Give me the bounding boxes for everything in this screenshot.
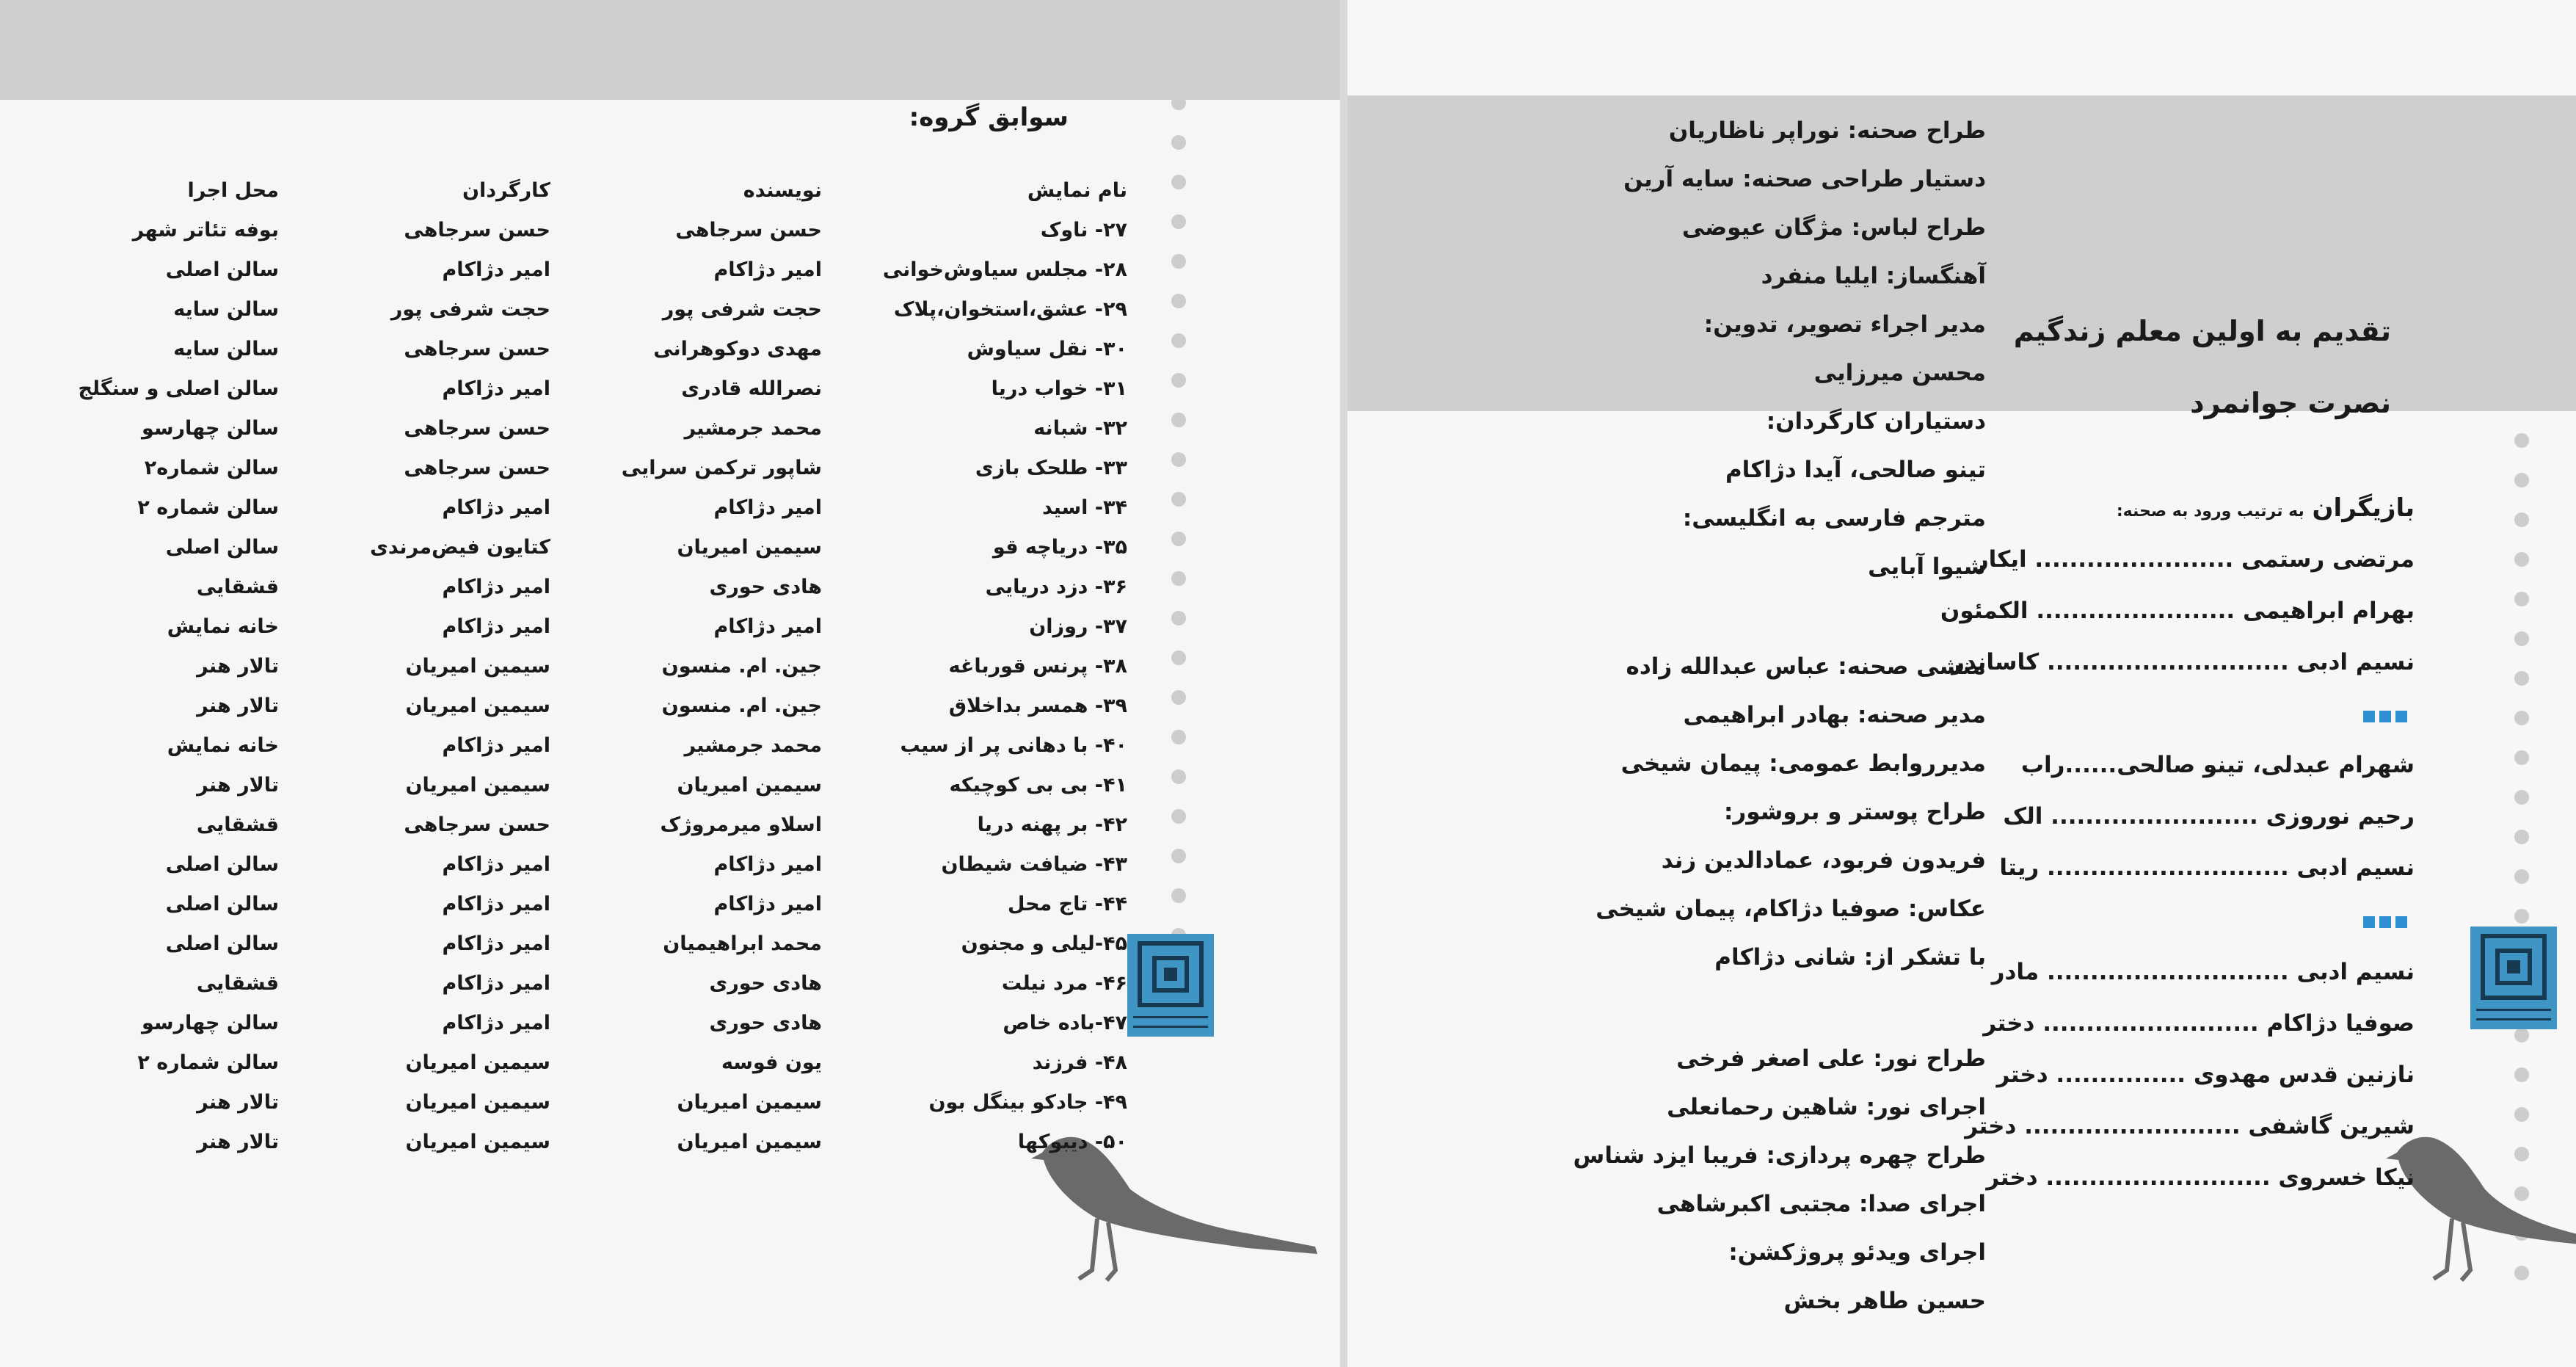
venue: سالن اصلی <box>165 853 279 876</box>
crew-line: دستیار طراحی صحنه: سایه آرین <box>1623 166 1986 192</box>
writer: سیمین امیریان <box>677 536 822 559</box>
table-row <box>0 893 1127 932</box>
cast-line: مرتضی رستمی ....................... ایکار <box>1975 546 2415 573</box>
director: سیمین امیریان <box>405 774 550 797</box>
page-gutter <box>1340 0 1347 1367</box>
writer: هادی حوری <box>709 1012 822 1034</box>
table-row <box>0 298 1127 338</box>
venue: سالن شماره۲ <box>144 457 279 479</box>
table-row <box>0 338 1127 377</box>
venue: قشقایی <box>196 576 279 598</box>
writer: حسن سرجاهی <box>675 219 822 242</box>
table-row <box>0 655 1127 695</box>
crew-line: اجرای نور: شاهین رحمانعلی <box>1667 1094 1986 1120</box>
writer: سیمین امیریان <box>677 1131 822 1153</box>
crew-line: طراح نور: علی اصغر فرخی <box>1676 1045 1986 1072</box>
show-name: ۳۴- اسید <box>1042 496 1127 519</box>
writer: امیر دژاکام <box>713 496 822 519</box>
writer: محمد جرمشیر <box>684 417 822 440</box>
show-name: ۳۰- نقل سیاوش <box>967 338 1127 360</box>
table-header <box>0 179 1127 219</box>
writer: امیر دژاکام <box>713 258 822 281</box>
table-row <box>0 1091 1127 1131</box>
top-grey-band <box>0 0 1340 100</box>
section-title: سوابق گروه: <box>909 103 1069 132</box>
venue: خانه نمایش <box>167 734 279 757</box>
director: حسن سرجاهی <box>404 417 550 440</box>
cast-title: بازیگران <box>2312 493 2415 523</box>
director: امیر دژاکام <box>442 932 550 955</box>
table-row <box>0 1051 1127 1091</box>
venue: تالار هنر <box>197 1131 279 1153</box>
cast-line: نسیم ادبی ............................ کاساندر <box>1951 649 2415 675</box>
right-page <box>1347 0 2576 1367</box>
table-row <box>0 695 1127 734</box>
show-name: ۴۴- تاج محل <box>1008 893 1127 915</box>
table-row <box>0 932 1127 972</box>
director: امیر دژاکام <box>442 972 550 995</box>
venue: سالن اصلی <box>165 258 279 281</box>
writer: حجت شرفی پور <box>662 298 822 321</box>
dedication <box>2014 295 2391 439</box>
crew-line: مدیرروابط عمومی: پیمان شیخی <box>1620 750 1986 777</box>
cast-subtitle: به ترتیب ورود به صحنه: <box>2116 502 2304 521</box>
column-header: کارگردان <box>462 179 550 202</box>
show-name: ۴۰- با دهانی پر از سیب <box>900 734 1127 757</box>
show-name: ۲۸- مجلس سیاوش‌خوانی <box>882 258 1127 281</box>
director: حسن سرجاهی <box>404 219 550 242</box>
director: امیر دژاکام <box>442 258 550 281</box>
show-name: ۳۵- دریاچه قو <box>992 536 1127 559</box>
show-name: ۴۱- بی بی کوچیکه <box>949 774 1127 797</box>
section-divider-squares <box>2359 916 2407 928</box>
venue: بوفه تئاتر شهر <box>132 219 279 242</box>
crew-line: اجرای ویدئو پروژکشن: <box>1728 1239 1986 1266</box>
crew-line: مدیر صحنه: بهادر ابراهیمی <box>1683 702 1986 728</box>
cast-line: نازنین قدس مهدوی ............... دختر <box>1996 1062 2415 1088</box>
director: سیمین امیریان <box>405 1131 550 1153</box>
writer: سیمین امیریان <box>677 1091 822 1114</box>
cast-line: شیرین گاشفی ......................... دختر <box>1965 1113 2415 1139</box>
writer: نصرالله قادری <box>681 377 822 400</box>
venue: تالار هنر <box>197 1091 279 1114</box>
crew-line: طراح چهره پردازی: فریبا ایزد شناس <box>1573 1142 1986 1169</box>
director: امیر دژاکام <box>442 576 550 598</box>
show-name: ۴۹- جادکو بینگل بون <box>928 1091 1127 1114</box>
writer: جین. ام. منسون <box>661 695 822 717</box>
cast-line: رحیم نوروزی ........................ الک <box>2003 803 2415 830</box>
table-row <box>0 734 1127 774</box>
show-name: ۳۲- شبانه <box>1033 417 1127 440</box>
show-name: ۳۸- پرنس قورباغه <box>948 655 1127 678</box>
director: امیر دژاکام <box>442 853 550 876</box>
director: کتایون فیض‌مرندی <box>370 536 550 559</box>
venue: سالن شماره ۲ <box>137 1051 279 1074</box>
writer: امیر دژاکام <box>713 853 822 876</box>
table-row <box>0 457 1127 496</box>
venue: سالن سایه <box>173 298 279 321</box>
show-name: ۳۹- همسر بداخلاق <box>948 695 1127 717</box>
cast-line: بهرام ابراهیمی ....................... الکمئون <box>1940 598 2415 624</box>
dedication-line: تقدیم به اولین معلم زندگیم <box>2013 315 2391 347</box>
director: حسن سرجاهی <box>404 457 550 479</box>
cast-line: نسیم ادبی ............................ ریتا <box>1999 855 2415 881</box>
venue: تالار هنر <box>197 774 279 797</box>
table-row <box>0 1131 1127 1170</box>
show-name: ۵۰- دیبوکها <box>1017 1131 1127 1153</box>
writer: شاپور ترکمن سرایی <box>621 457 822 479</box>
table-row <box>0 258 1127 298</box>
writer: یون فوسه <box>721 1051 822 1074</box>
director: سیمین امیریان <box>405 655 550 678</box>
column-header: نویسنده <box>743 179 822 202</box>
crew-line: عکاس: صوفیا دژاکام، پیمان شیخی <box>1596 896 1986 922</box>
writer: مهدی دوکوهرانی <box>653 338 822 360</box>
venue: تالار هنر <box>197 655 279 678</box>
director: امیر دژاکام <box>442 496 550 519</box>
magpie-bird-icon <box>2382 1123 2576 1292</box>
crew-line: شیوا آبایی <box>1868 554 1986 580</box>
section-divider-squares <box>2359 711 2407 722</box>
writer: امیر دژاکام <box>713 615 822 638</box>
writer: جین. ام. منسون <box>661 655 822 678</box>
venue: سالن اصلی <box>165 932 279 955</box>
crew-line: طراح پوستر و بروشور: <box>1724 799 1986 825</box>
director: امیر دژاکام <box>442 734 550 757</box>
venue: تالار هنر <box>197 695 279 717</box>
table-row <box>0 615 1127 655</box>
table-row <box>0 972 1127 1012</box>
show-name: ۲۹- عشق،استخوان،پلاک <box>893 298 1127 321</box>
cast-line: شهرام عبدلی، تینو صالحی......راب <box>2020 752 2415 778</box>
director: امیر دژاکام <box>442 615 550 638</box>
dot-column <box>1171 95 1186 968</box>
cast-line: نسیم ادبی ............................ مادر <box>1991 959 2415 985</box>
director: حسن سرجاهی <box>404 338 550 360</box>
crew-line: تینو صالحی، آیدا دژاکام <box>1725 457 1986 483</box>
crew-line: حسین طاهر بخش <box>1783 1288 1986 1314</box>
table-row <box>0 219 1127 258</box>
director: حجت شرفی پور <box>390 298 550 321</box>
venue: قشقایی <box>196 972 279 995</box>
writer: سیمین امیریان <box>677 774 822 797</box>
show-name: ۴۳- ضیافت شیطان <box>941 853 1127 876</box>
table-row <box>0 496 1127 536</box>
crew-line: طراح صحنه: نوراپر ناظاریان <box>1668 117 1986 144</box>
table-row <box>0 417 1127 457</box>
crew-line: منشی صحنه: عباس عبدالله زاده <box>1626 653 1986 680</box>
show-name: ۴۵-لیلی و مجنون <box>961 932 1127 955</box>
column-header: نام نمایش <box>1027 179 1127 202</box>
crew-line: مترجم فارسی به انگلیسی: <box>1682 505 1986 532</box>
show-name: ۲۷- ناوک <box>1040 219 1127 242</box>
theatre-logo <box>2470 927 2557 1029</box>
venue: قشقایی <box>196 813 279 836</box>
table-row <box>0 853 1127 893</box>
crew-line: با تشکر از: شانی دژاکام <box>1714 944 1986 971</box>
director: سیمین امیریان <box>405 1051 550 1074</box>
director: امیر دژاکام <box>442 1012 550 1034</box>
director: سیمین امیریان <box>405 695 550 717</box>
show-name: ۴۸- فرزند <box>1032 1051 1127 1074</box>
show-name: ۳۶- دزد دریایی <box>985 576 1127 598</box>
theatre-logo <box>1127 934 1214 1037</box>
venue: سالن اصلی <box>165 893 279 915</box>
show-name: ۴۷-باده خاص <box>1003 1012 1127 1034</box>
crew-line: فریدون فربود، عمادالدین زند <box>1661 847 1986 874</box>
crew-line: طراح لباس: مژگان عیوضی <box>1681 214 1986 241</box>
crew-line: دستیاران کارگردان: <box>1766 408 1986 435</box>
table-row <box>0 1012 1127 1051</box>
writer: هادی حوری <box>709 576 822 598</box>
crew-line: مدیر اجراء تصویر، تدوین: <box>1703 311 1986 338</box>
show-name: ۳۷- روزان <box>1029 615 1127 638</box>
venue: سالن چهارسو <box>142 417 279 440</box>
writer: محمد ابراهیمیان <box>663 932 822 955</box>
venue: سالن اصلی و سنگلج <box>78 377 279 400</box>
show-name: ۳۱- خواب دریا <box>991 377 1127 400</box>
director: حسن سرجاهی <box>404 813 550 836</box>
show-name: ۳۳- طلحک بازی <box>975 457 1127 479</box>
writer: اسلاو میرمروژک <box>660 813 822 836</box>
venue: سالن چهارسو <box>142 1012 279 1034</box>
table-row <box>0 536 1127 576</box>
show-name: ۴۲- بر پهنه دریا <box>977 813 1127 836</box>
table-row <box>0 377 1127 417</box>
director: سیمین امیریان <box>405 1091 550 1114</box>
writer: محمد جرمشیر <box>684 734 822 757</box>
writer: هادی حوری <box>709 972 822 995</box>
venue: سالن اصلی <box>165 536 279 559</box>
venue: سالن سایه <box>173 338 279 360</box>
table-row <box>0 774 1127 813</box>
table-row <box>0 576 1127 615</box>
cast-line: صوفیا دژاکام ......................... دختر <box>1983 1010 2415 1037</box>
venue: خانه نمایش <box>167 615 279 638</box>
show-name: ۴۶- مرد نیلت <box>1001 972 1127 995</box>
cast-line: نیکا خسروی .......................... دختر <box>1986 1164 2415 1191</box>
writer: امیر دژاکام <box>713 893 822 915</box>
crew-line: آهنگساز: ایلیا منفرد <box>1761 263 1986 289</box>
crew-line: محسن میرزایی <box>1813 360 1986 386</box>
column-header: محل اجرا <box>187 179 279 202</box>
crew-line: اجرای صدا: مجتبی اکبرشاهی <box>1656 1191 1986 1217</box>
director: امیر دژاکام <box>442 377 550 400</box>
director: امیر دژاکام <box>442 893 550 915</box>
dedication-name: نصرت جوانمرد <box>2190 387 2391 419</box>
cast-heading <box>2117 493 2415 523</box>
table-row <box>0 813 1127 853</box>
venue: سالن شماره ۲ <box>137 496 279 519</box>
